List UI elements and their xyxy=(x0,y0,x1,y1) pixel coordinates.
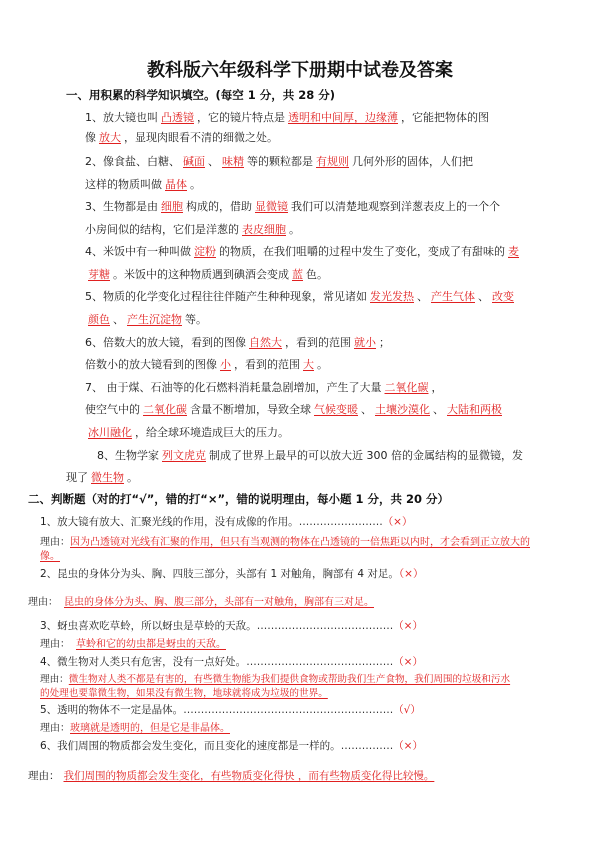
q7-text-h: ，给全球环境造成巨大的压力。 xyxy=(135,426,289,439)
q3-text-d: 我们可以清楚地观察到洋葱表皮上的一个个 xyxy=(291,200,500,213)
judge-1-text: 1、放大镜有放大、汇聚光线的作用，没有成像的作用。 xyxy=(40,516,299,528)
page-title: 教科版六年级科学下册期中试卷及答案 xyxy=(147,60,453,81)
q7-text-e: 含量不断增加，导致全球 xyxy=(190,403,311,416)
q2-text-f: 这样的物质叫做 xyxy=(85,178,162,191)
q2-answer-3: 有规则 xyxy=(316,155,349,168)
q6-line1 xyxy=(85,336,390,350)
q6-text-g: 。 xyxy=(317,358,328,371)
q2-text-a: 2、像食盐、白糖、 xyxy=(85,155,180,168)
judge-4-reason: 微生物对人类不都是有害的，有些微生物能为我们提供食物或帮助我们生产食物，我们周围的垃圾和污水 xyxy=(68,674,511,685)
judge-4-mark: （×） xyxy=(393,656,423,668)
judge-2-reason-label: 理由： xyxy=(28,597,58,608)
q1-line2 xyxy=(85,131,278,145)
q3-line1 xyxy=(85,200,500,214)
q5-text-e: 、 xyxy=(113,313,124,326)
judge-3-dots: ………………………………… xyxy=(256,620,394,632)
q8-text-a: 8、生物学家 xyxy=(97,449,159,462)
judge-1-reason-line2 xyxy=(40,550,60,563)
judge-1-reason-label: 理由： xyxy=(40,537,70,548)
q4-text-d: 。米饭中的这种物质遇到碘酒会变成 xyxy=(113,268,289,281)
q5-answer-2: 产生气体 xyxy=(431,290,475,303)
judge-item-2 xyxy=(40,568,423,581)
q7-line2 xyxy=(85,403,505,417)
q4-answer-3: 蓝 xyxy=(292,268,303,281)
q2-text-g: 。 xyxy=(190,178,201,191)
q5-text-c: 、 xyxy=(417,290,428,303)
q6-answer-1: 自然大 xyxy=(249,336,282,349)
judge-6-mark: （×） xyxy=(393,740,423,752)
q6-answer-4: 大 xyxy=(303,358,314,371)
q6-text-f: ，看到的范围 xyxy=(234,358,300,371)
judge-4-dots: …………………………………… xyxy=(246,656,394,668)
q1-text-e: 像 xyxy=(85,131,96,144)
q1-line1 xyxy=(85,111,489,125)
judge-4-reason-label: 理由： xyxy=(40,674,69,685)
judge-6-text: 6、我们周围的物质都会发生变化，而且变化的速度都是一样的。 xyxy=(40,740,341,752)
judge-5-mark: （√） xyxy=(393,704,421,716)
q4-text-a: 4、米饭中有一种叫做 xyxy=(85,245,191,258)
q1-answer-2: 透明和中间厚，边缘薄 xyxy=(288,111,398,124)
judge-item-3 xyxy=(40,620,423,633)
q5-answer-3b: 颜色 xyxy=(88,313,110,326)
q5-text-f: 等。 xyxy=(185,313,207,326)
judge-item-1 xyxy=(40,516,413,529)
judge-1-reason: 因为凸透镜对光线有汇聚的作用，但只有当观测的物体在凸透镜的一倍焦距以内时，才会看到正立放大的 xyxy=(70,537,530,548)
q6-text-a: 6、倍数大的放大镜，看到的图像 xyxy=(85,336,246,349)
q8-line1 xyxy=(97,449,523,463)
q7-text-g: 、 xyxy=(433,403,444,416)
q6-text-d: ； xyxy=(379,336,390,349)
q6-text-e: 倍数小的放大镜看到的图像 xyxy=(85,358,217,371)
q7-text-f: 、 xyxy=(361,403,372,416)
judge-3-reason-line1 xyxy=(40,638,226,651)
q7-text-d: 使空气中的 xyxy=(85,403,140,416)
q7-text-a: 7、 由于煤、石油等的化石燃料消耗量急剧增加，产生了大量 xyxy=(85,381,382,394)
q3-text-e: 小房间似的结构，它们是洋葱的 xyxy=(85,223,239,236)
q7-text-c: ， xyxy=(431,381,443,394)
judge-1-mark: （×） xyxy=(382,516,413,528)
q3-line2 xyxy=(85,223,300,237)
q5-answer-4: 产生沉淀物 xyxy=(127,313,182,326)
q5-answer-3a: 改变 xyxy=(492,290,514,303)
q1-text-d: ，它能把物体的图 xyxy=(401,111,489,124)
judge-1-reason-cont: 像。 xyxy=(40,551,60,562)
q3-text-f: 。 xyxy=(289,223,300,236)
q8-answer-2: 微生物 xyxy=(91,471,124,484)
q1-text-c: ，它的镜片特点是 xyxy=(197,111,285,124)
q8-answer-1: 列文虎克 xyxy=(162,449,206,462)
q7-answer-2: 二氧化碳 xyxy=(143,403,187,416)
judge-4-reason-cont: 的处理也要靠微生物，如果没有微生物，地球就将成为垃圾的世界。 xyxy=(40,688,328,699)
judge-6-reason-label: 理由： xyxy=(28,770,60,782)
q2-answer-1: 碱面 xyxy=(183,155,205,168)
q4-answer-2a: 麦 xyxy=(508,245,519,258)
q5-line1 xyxy=(85,290,517,304)
q5-answer-1: 发光发热 xyxy=(370,290,414,303)
q2-line2 xyxy=(85,178,201,192)
q3-answer-3: 表皮细胞 xyxy=(242,223,286,236)
judge-3-reason: 草蛉和它的幼虫都是蚜虫的天敌。 xyxy=(76,639,226,650)
q3-text-c: 构成的，借助 xyxy=(186,200,252,213)
judge-2-text: 2、昆虫的身体分为头、胸、四肢三部分，头部有 1 对触角，胸部有 4 对足。 xyxy=(40,568,399,580)
q8-text-e: 。 xyxy=(127,471,138,484)
judge-2-reason: 昆虫的身体分为头、胸、腹三部分，头部有一对触角，胸部有三对足。 xyxy=(64,597,374,608)
judge-5-dots: …………………………………………………… xyxy=(183,704,394,716)
judge-5-reason-label: 理由： xyxy=(40,723,70,734)
q6-text-c: ，看到的范围 xyxy=(285,336,351,349)
q2-line1 xyxy=(85,155,473,169)
q6-line2 xyxy=(85,358,328,372)
q3-answer-1: 细胞 xyxy=(161,200,183,213)
q4-line2 xyxy=(85,268,328,282)
judge-4-reason-line1 xyxy=(40,673,510,686)
q1-text-a: 1、放大镜也叫 xyxy=(85,111,158,124)
q2-text-d: 等的颗粒都是 xyxy=(247,155,313,168)
judge-item-6 xyxy=(40,740,423,753)
q1-answer-3: 放大 xyxy=(99,131,121,144)
q7-answer-1: 二氧化碳 xyxy=(384,381,429,394)
section1-heading: 一、用积累的科学知识填空。(每空 1 分，共 28 分) xyxy=(66,88,336,102)
q7-line3 xyxy=(85,426,289,440)
q2-text-e: 几何外形的固体，人们把 xyxy=(352,155,473,168)
section2-heading: 二、判断题（对的打“√”，错的打“×”，错的说明理由，每小题 1 分，共 20 分） xyxy=(28,492,450,506)
judge-3-reason-label: 理由： xyxy=(40,639,70,650)
judge-5-text: 5、透明的物体不一定是晶体。 xyxy=(40,704,184,716)
judge-1-reason-line1 xyxy=(40,536,530,549)
q6-answer-2: 就小 xyxy=(354,336,376,349)
judge-3-mark: （×） xyxy=(393,620,423,632)
judge-1-dots: …………………… xyxy=(298,516,383,528)
q8-line2 xyxy=(66,471,138,485)
judge-5-reason-line1 xyxy=(40,722,230,735)
judge-2-reason-line1 xyxy=(28,596,374,609)
q3-text-a: 3、生物都是由 xyxy=(85,200,158,213)
q1-answer-1: 凸透镜 xyxy=(161,111,194,124)
q4-line1 xyxy=(85,245,522,259)
q5-line2 xyxy=(85,313,207,327)
judge-4-text: 4、微生物对人类只有危害，没有一点好处。 xyxy=(40,656,247,668)
q7-line1 xyxy=(85,381,443,395)
q4-answer-1: 淀粉 xyxy=(194,245,216,258)
q3-answer-2: 显微镜 xyxy=(255,200,288,213)
q7-answer-5b: 冰川融化 xyxy=(88,426,132,439)
q6-answer-3: 小 xyxy=(220,358,231,371)
q2-answer-4: 晶体 xyxy=(165,178,187,191)
judge-3-text: 3、蚜虫喜欢吃草蛉，所以蚜虫是草蛉的天敌。 xyxy=(40,620,257,632)
q4-text-c: 的物质，在我们咀嚼的过程中发生了变化，变成了有甜味的 xyxy=(219,245,505,258)
judge-6-dots: …………… xyxy=(340,740,394,752)
q5-text-d: 、 xyxy=(478,290,489,303)
judge-item-5 xyxy=(40,704,421,717)
judge-6-reason: 我们周围的物质都会发生变化，有些物质变化得快 ，而有些物质变化得比较慢。 xyxy=(63,770,435,782)
q2-answer-2: 味精 xyxy=(222,155,244,168)
q7-answer-5a: 大陆和两极 xyxy=(447,403,502,416)
judge-item-4 xyxy=(40,656,423,669)
q5-text-a: 5、物质的化学变化过程往往伴随产生种种现象，常见诸如 xyxy=(85,290,367,303)
judge-2-mark: （×） xyxy=(398,568,424,580)
judge-4-reason-line2 xyxy=(40,687,328,700)
q4-text-e: 色。 xyxy=(306,268,328,281)
judge-5-reason: 玻璃就是透明的，但是它是非晶体。 xyxy=(70,723,230,734)
judge-6-reason-line1 xyxy=(28,770,434,783)
q7-answer-3: 气候变暖 xyxy=(314,403,358,416)
q4-answer-2b: 芽糖 xyxy=(88,268,110,281)
q7-answer-4: 土壤沙漠化 xyxy=(375,403,430,416)
q1-text-f: ，显现肉眼看不清的细微之处。 xyxy=(124,131,278,144)
q2-text-c: 、 xyxy=(208,155,219,168)
q8-text-d: 现了 xyxy=(66,471,88,484)
q8-text-c: 制成了世界上最早的可以放大近 300 倍的金属结构的显微镜，发 xyxy=(209,449,523,462)
